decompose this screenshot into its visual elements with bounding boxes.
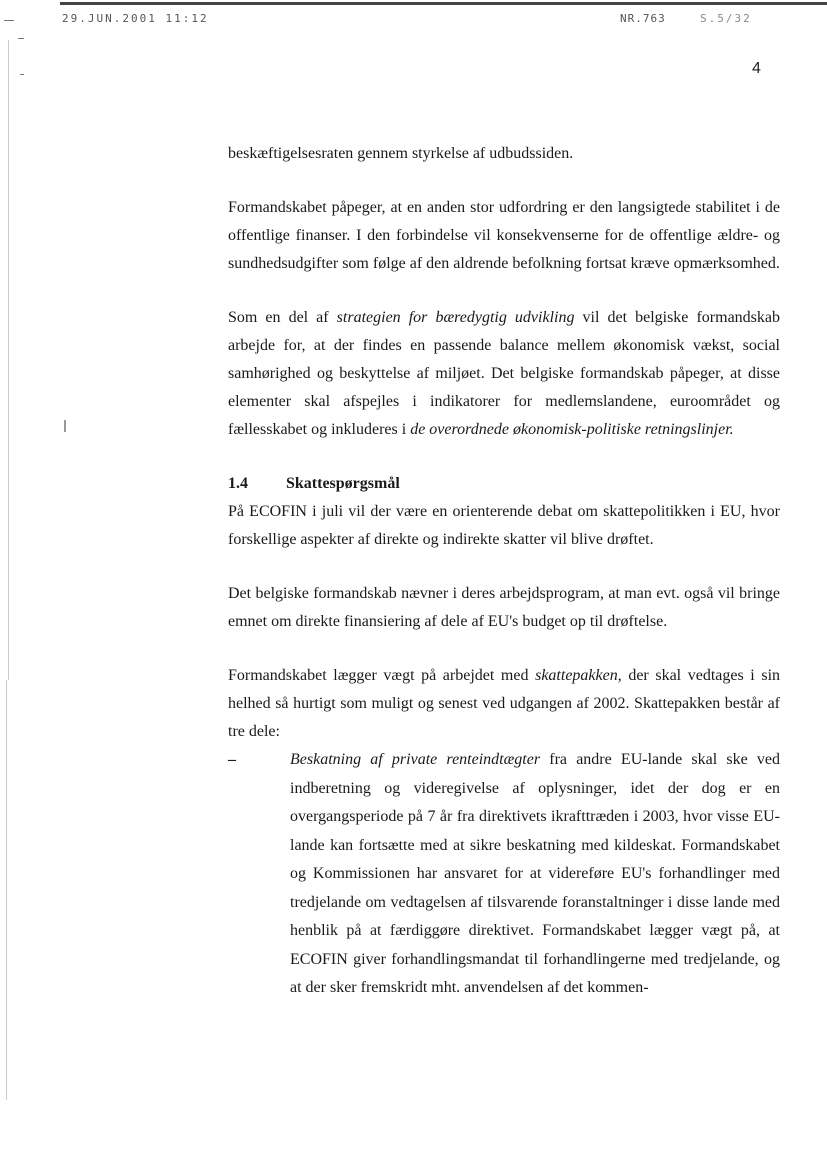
margin-mark <box>6 680 7 1100</box>
text-run: vil det belgiske formandskab arbejde for, at der findes en passende balance mellem økonomisk vækst, social samhørighed og beskyttelse af miljøet. Det belgiske formandskab påpeger, at disse elementer skal afspejles i indikatorer for medlemslandene, euroområdet og fællesskabet og inkluderes i <box>228 309 781 438</box>
section-heading <box>228 470 780 498</box>
fax-number: NR.763 <box>620 12 666 25</box>
paragraph: På ECOFIN i juli vil der være en orienterende debat om skattepolitikken i EU, hvor forskellige aspekter af direkte og indirekte skatter vil blive drøftet. <box>228 503 780 548</box>
margin-mark <box>4 20 14 21</box>
paragraph: Det belgiske formandskab nævner i deres arbejdsprogram, at man evt. også vil bringe emnet om direkte finansiering af dele af EU's budget op til drøftelse. <box>228 585 780 630</box>
page-number: 4 <box>752 60 761 77</box>
paragraph: Formandskabet påpeger, at en anden stor udfordring er den langsigtede stabilitet i de offentlige finanser. I den forbindelse vil konsekvenserne for de offentlige ældre- og sundhedsudgifter som følge af den aldrende befolkning fortsat kræve opmærksomhed. <box>228 199 780 272</box>
list-item <box>228 746 780 1003</box>
paragraph <box>228 662 780 746</box>
paragraph: beskæftigelsesraten gennem styrkelse af udbudssiden. <box>228 145 574 162</box>
section-number: 1.4 <box>228 475 248 492</box>
section-title: Skattespørgsmål <box>286 475 400 492</box>
text-run: Formandskabet lægger vægt på arbejdet med <box>228 667 536 684</box>
emphasis: skattepakken <box>535 667 618 684</box>
emphasis: strategien for bæredygtig udvikling <box>336 309 575 326</box>
text-run: , der skal vedtages i sin helhed så hurtigt som muligt og senest ved udgangen af 2002. Skattepakken består af tre dele: <box>228 667 781 740</box>
fax-header <box>0 0 827 32</box>
fax-page: S.5/32 <box>700 12 752 25</box>
fax-top-line <box>60 2 827 5</box>
list-dash: – <box>228 751 236 768</box>
margin-mark <box>64 420 66 432</box>
emphasis: Beskatning af private renteindtægter <box>290 751 541 768</box>
margin-mark <box>18 38 24 39</box>
document-body <box>228 140 780 1003</box>
fax-date: 29.JUN.2001 11:12 <box>62 12 209 25</box>
paragraph <box>228 304 780 444</box>
margin-mark <box>8 40 9 680</box>
text-run: Som en del af <box>228 309 337 326</box>
text-run: fra andre EU-lande skal ske ved indberetning og videregivelse af oplysninger, idet der dog er en overgangsperiode på 7 år fra direktivets ikrafttræden i 2003, hvor visse EU-lande kan fortsætte med at sikre beskatning med kildeskat. Formandskabet og Kommissionen har ansvaret for at videreføre EU's forhandlinger med tredjelande om vedtagelsen af tilsvarende foranstaltninger i disse lande med henblik på at færdiggøre direktivet. Formandskabet lægger vægt på, at ECOFIN giver forhandlingsmandat til forhandlingerne med tredjelande, og at der sker fremskridt mht. anvendelsen af det kommen- <box>290 751 781 996</box>
margin-mark <box>20 74 24 75</box>
emphasis: de overordnede økonomisk-politiske retningslinjer. <box>410 421 734 438</box>
